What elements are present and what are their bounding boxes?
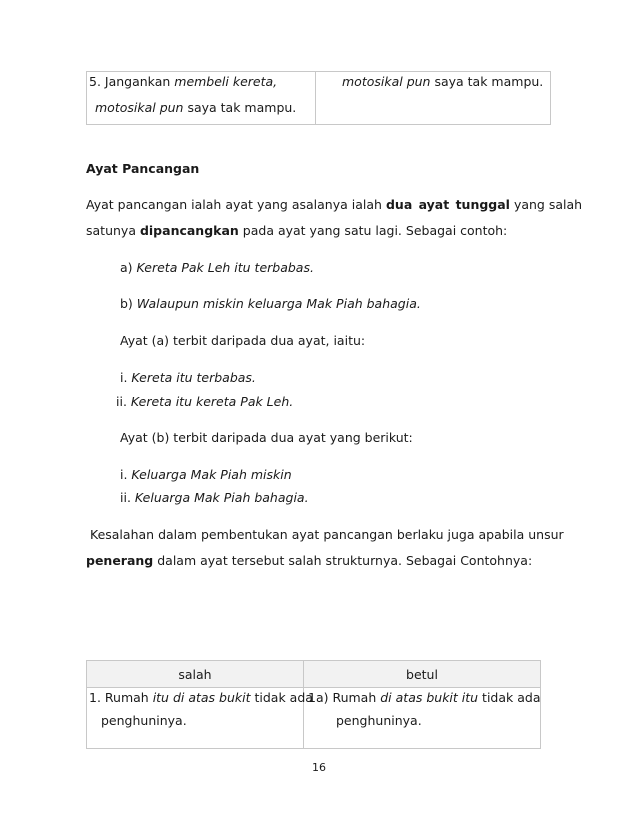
example-label: b) [120,296,137,311]
betul-line-2: penghuninya. [336,713,422,728]
paragraph-2-line-2 [86,553,532,568]
example-label: ii. [116,394,131,409]
example-label: i. [120,467,132,482]
header-salah: salah [87,661,304,688]
word: juga [447,527,475,542]
top-left-line2 [95,100,296,115]
word: ayat [291,527,320,542]
word: dalam [158,527,197,542]
example-b-ii [120,490,309,505]
bold-word: dipancangkan [139,223,239,238]
word: ayat [225,197,253,212]
plain-text: saya tak mampu. [430,74,544,89]
section-heading: Ayat Pancangan [86,161,200,176]
betul-line-1 [308,690,541,705]
italic-phrase: itu di atas bukit [152,690,251,705]
example-sentence: Kereta itu terbabas. [131,370,256,385]
example-label: ii. [120,490,135,505]
plain-text: tidak ada [478,690,541,705]
example-sentence: Kereta Pak Leh itu terbabas. [136,260,314,275]
word: ialah [351,197,382,212]
example-sentence: Keluarga Mak Piah bahagia. [134,490,309,505]
example-b-derivation: Ayat (b) terbit daripada dua ayat yang berikut: [120,430,413,445]
example-b-i [120,467,292,482]
example-b [120,296,421,311]
word: pembentukan [200,527,288,542]
word: berlaku [396,527,444,542]
word: yang [256,197,288,212]
italic-phrase: membeli kereta, [174,74,278,89]
header-betul: betul [304,661,541,688]
salah-line-1 [89,690,313,705]
item-number: 1. Rumah [89,690,153,705]
paragraph-1-line-2 [86,223,507,238]
word: pancangan [323,527,393,542]
plain-text: tidak ada [250,690,313,705]
italic-phrase: motosikal pun [342,74,431,89]
plain-text: saya tak mampu. [183,100,297,115]
example-label: i. [120,370,132,385]
word: ialah [191,197,222,212]
example-a-i [120,370,256,385]
bold-phrase: dua ayat tunggal [385,197,510,212]
paragraph-2-line-1 [90,527,563,542]
word: yang [513,197,545,212]
italic-phrase: motosikal pun [95,100,184,115]
word: salah [548,197,583,212]
page-number: 16 [312,761,326,774]
table-header-row [87,661,541,688]
word: Ayat [86,197,114,212]
plain-text: satunya [86,223,140,238]
example-label: a) [120,260,137,275]
example-sentence: Kereta itu kereta Pak Leh. [130,394,294,409]
salah-line-2: penghuninya. [101,713,187,728]
word: asalanya [291,197,348,212]
bold-word: penerang [86,553,154,568]
word: unsur [528,527,564,542]
plain-text: dalam ayat tersebut salah strukturnya. Sebagai Contohnya: [153,553,533,568]
example-sentence: Walaupun miskin keluarga Mak Piah bahagia. [136,296,421,311]
example-a-derivation: Ayat (a) terbit daripada dua ayat, iaitu: [120,333,366,348]
example-a [120,260,314,275]
word: apabila [478,527,525,542]
paragraph-1-line-1 [86,197,583,212]
italic-phrase: di atas bukit itu [380,690,479,705]
word: Kesalahan [90,527,155,542]
example-a-ii [116,394,293,409]
top-left-line1 [89,74,277,89]
item-number: 5. Jangankan [89,74,175,89]
example-sentence: Keluarga Mak Piah miskin [131,467,292,482]
plain-text: pada ayat yang satu lagi. Sebagai contoh: [238,223,508,238]
word: pancangan [117,197,188,212]
item-number: 1a) Rumah [308,690,381,705]
top-right-line1 [342,74,543,89]
